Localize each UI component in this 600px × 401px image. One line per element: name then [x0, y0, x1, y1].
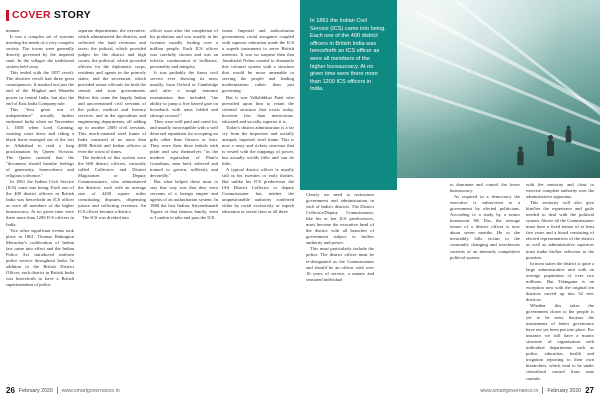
paragraph: Whether this takes the government closer to the people is yet to be seen, because the instruments of better governance have not yet been put into place. For instance we still have a matrix structure of organisation with individual departments such as police, education, health and irrigation reporting to their own hierarchies, which tend to be under centralised control from state capitals. — [526, 302, 594, 380]
right-column-b — [378, 192, 446, 380]
left-column-3 — [150, 28, 218, 380]
right-page-number: 27 — [585, 386, 594, 395]
section-word-cover: COVER — [12, 9, 51, 21]
paragraph: It was probably the finest civil service ever drawing its men, usually, from Oxford or Cambridge and after a tough entrance examination that included "the ability to jump a five barred gate on horseback with arms folded and stirrups crossed." — [150, 70, 218, 118]
paragraph: In 1861 the Indian Civil Service (ICS) came into being. Each one of the 400 district officers in British India was henceforth an ICS officer as were all members of the higher bureaucracy. At no given time were there more than 1200 ICS officers in India. — [6, 179, 74, 227]
section-heading — [6, 8, 91, 22]
left-footer-url: www.smartgovernance.in — [61, 387, 120, 394]
paragraph: officer soon after the completion of his probation and was usually in his twenties usually lording over a million people. Each ICS officer was carefully chosen and was an eclectic combination of brilliance, personality and integrity. — [150, 28, 218, 70]
paragraph: But what helped these most to stay that way was that they were servants of a foreign empire and agents of an authoritarian system. In 1868 the first Indian, Satyendranath Tagore of that famous family, went to London to take and pass the ICS — [150, 179, 218, 221]
paragraph: separate departments: the executive, which administered the districts, and collected the land revenues and taxes; the judicial, which provided judges for the district and high courts; the political, which provided officers for the diplomatic corps, residents and agents in the princely states; and the secretariat, which provided senior officials for both the central and state governments. Below this came the largely Indian and uncovenanted civil servants of the police, medical and forestry services, and in the agriculture and engineering departments, all adding up to another 2000 civil servants. This much-vaunted steel frame of India consisted of no more than 4000 British and Indian officers at even the worst of times. — [78, 28, 146, 154]
paragraph: Two other significant events took place in 1861. Thomas Babington Macaulay's codification of Indian law came into effect and the Indian Police Act introduced uniform police service throughout India. In addition to the British District Officer, each district in British India was henceforth to have a British superintendent of police. — [6, 227, 74, 287]
right-column-1 — [450, 182, 520, 380]
photo-glow — [397, 0, 600, 178]
paragraph: manner. — [6, 28, 21, 33]
right-page — [300, 0, 600, 401]
paragraph: to dominate and control the lower bureaucracy. — [450, 182, 520, 194]
paragraph: This ended with the 1857 revolt. The abortive revolt had three great consequences. It marked not just the end of the Mughal and Maratha power in central India, but also the end of East India Company rule. — [6, 70, 74, 106]
paragraph: It was a complex set of systems meeting the needs of a very complex society. The towns were generally directly governed by the imperial state. In the villages the traditional system held sway. — [6, 34, 74, 70]
paragraph: The ICS was divided into — [82, 215, 129, 221]
paragraph: This must particularly include the police. The district officer must be re-designated as the Commissioner and should be an officer with over 16 years of service, a mature and seasoned individual — [306, 246, 374, 282]
right-footer — [480, 386, 594, 395]
left-footer-date: February 2020 — [18, 387, 53, 394]
section-marker — [6, 10, 9, 21]
pull-quote-text: In 1861 the Indian Civil Service (ICS) came into being. Each one of the 400 district officers in British India was henceforth an ICS officer as were all members of the higher bureaucracy. At no given time were there more than 1200 ICS officers in India. — [310, 18, 386, 93]
right-footer-separator — [542, 387, 543, 394]
paragraph: In most states the district is quite a large administrative unit with an average population of over two millions. But Telangana is an exception now with the original ten districts carved up into 32 new districts. — [526, 260, 594, 302]
left-column-2 — [78, 28, 146, 380]
paragraph: As required in a democracy the executive is subservient to a government by elected politicians. According to a study by a senior bureaucrat SK Das, the average tenure of a district officer is now about seven months. He or she invariably falls victim to the constantly changing and treacherous currents of an intensely competitive political system. — [450, 194, 520, 260]
right-column-a — [306, 192, 374, 380]
paragraph: They were well paid and cared for, and usually incorruptible with a well deserved reputation for accepting no gifts other than flowers or fruit. They wore their three initials with pride and saw themselves "as the modern equivalent of Plato's Guardians, men bred, selected and trained to govern, selflessly and devotedly." — [150, 118, 218, 179]
right-column-2 — [526, 182, 594, 380]
left-column-4 — [222, 28, 294, 380]
paragraph: But it was Vallabhbhai Patel who prevailed upon him to retain the colonial structure that exists today, however less than meritorious, educated and socially superior it is. — [222, 94, 294, 124]
left-page-number: 26 — [6, 386, 15, 395]
paragraph: This "first great war of independence" actually further endeared India when on November 1, 1858 when Lord Canning, wearing court dress and riding a black horse emerged out of the fort in Allahabad to read a long proclamation by Queen Victoria. The Queen insisted that the "document should breathe feelings of generosity, benevolence and religious tolerance." — [6, 106, 74, 179]
left-footer-separator — [57, 387, 58, 394]
paragraph: with the seniority and clout to exercise complete authority over the administrative apparatus. — [526, 182, 594, 200]
right-footer-url: www.smartgovernance.in — [480, 387, 539, 394]
section-word-story: STORY — [53, 9, 91, 21]
paragraph: exam. Imperial and authoritarian government, racial arrogance coupled with superior education made the ICS a superb instrument to serve British interests. It was no surprise then that Jawaharlal Nehru wanted to dismantle this colonial system with a structure that would be more amenable to serving the people and leading modernization rather than just governing. — [222, 28, 294, 94]
left-footer — [6, 386, 120, 395]
paragraph: Clearly we need to restructure government and administration in each of India's districts. The District Collector/Deputy Commissioner, like his or her ICS predecessors, must become the executive head of the district with all branches of government subject to his/her authority and power. — [306, 192, 374, 246]
paragraph: This seniority will also give him/her the experience and guile needed to deal with the political system. Above all the Commissioner must have a fixed tenure of at least five years and a board consisting of elected representatives of the district as well as administrative superiors must make his/her selection to the position. — [526, 200, 594, 260]
cover-photo — [397, 0, 600, 178]
left-column-1 — [6, 28, 74, 380]
paragraph: A typical district officer is usually still in his twenties or early thirties. But unlike his ICS predecessor the IAS District Collector or deputy Commissioner has neither the unquestionable authority conferred either by racial exclusivity or superb education or social class or all three — [222, 167, 294, 215]
pull-quote-box — [300, 0, 397, 190]
paragraph: Today's district administrator is a far cry from the imperious and socially unequal, imperial, steel frame. This is now a rusty and rickety structure that is vested with the trappings of power, but actually wields little and can do little. — [222, 124, 294, 167]
paragraph: The bedrock of this system were the 600 district officers, variously called Collectors and District Magistrates or Deputy Commissioners, who administered the districts, each with an average size of 4430 square miles constituting disputes, dispensing justice and collecting revenues. An ICS officer became a district — [78, 154, 146, 215]
right-footer-date: February 2020 — [547, 387, 582, 394]
